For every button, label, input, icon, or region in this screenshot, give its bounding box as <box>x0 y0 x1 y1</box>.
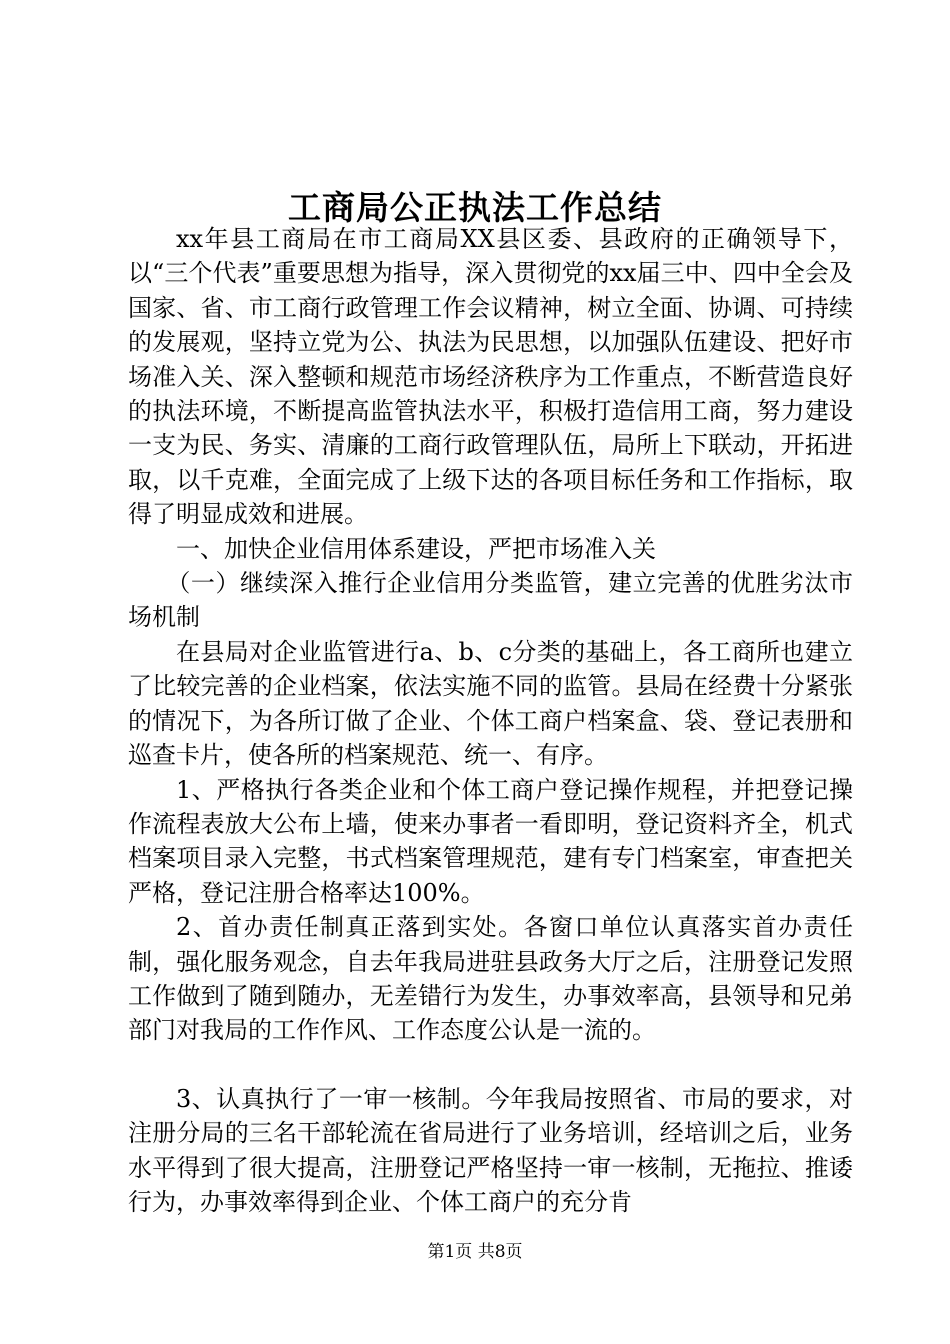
section-heading-1: 一、加快企业信用体系建设，严把市场准入关 <box>176 534 656 563</box>
paragraph-intro: xx年县工商局在市工商局XX县区委、县政府的正确领导下，以“三个代表”重要思想为指导，深入贯彻党的xx届三中、四中全会及国家、省、市工商行政管理工作会议精神，树立全面、协调、可持续的发展观，坚持立党为公、执法为民思想，以加强队伍建设、把好市场准入关、深入整顿和规范市场经济秩序为工作重点，不断营造良好的执法环境，不断提高监管执法水平，积极打造信用工商，努力建设一支为民、务实、清廉的工商行政管理队伍，局所上下联动，开拓进取，以千克难，全面完成了上级下达的各项目标任务和工作指标，取得了明显成效和进展。 <box>128 225 853 529</box>
page-footer: 第1页 共8页 <box>427 1242 523 1262</box>
document-body <box>128 222 853 1219</box>
document-title: 工商局公正执法工作总结 <box>288 188 662 227</box>
subsection-heading-1: （一）继续深入推行企业信用分类监管，建立完善的优胜劣汰市场机制 <box>128 569 853 632</box>
paragraph-item-3: 3、认真执行了一审一核制。今年我局按照省、市局的要求，对注册分局的三名干部轮流在省局进行了业务培训，经培训之后，业务水平得到了很大提高，注册登记严格坚持一审一核制，无拖拉、推诿行为，办事效率得到企业、个体工商户的充分肯 <box>128 1084 853 1216</box>
paragraph-item-2: 2、首办责任制真正落到实处。各窗口单位认真落实首办责任制，强化服务观念，自去年我局进驻县政务大厅之后，注册登记发照工作做到了随到随办，无差错行为发生，办事效率高，县领导和兄弟部门对我局的工作作风、工作态度公认是一流的。 <box>128 913 853 1045</box>
paragraph-item-1: 1、严格执行各类企业和个体工商户登记操作规程，并把登记操作流程表放大公布上墙，使来办事者一看即明，登记资料齐全，机式档案项目录入完整，书式档案管理规范，建有专门档案室，审查把关严格，登记注册合格率达100%。 <box>128 775 853 907</box>
paragraph-credit-supervision: 在县局对企业监管进行a、b、c分类的基础上，各工商所也建立了比较完善的企业档案，依法实施不同的监管。县局在经费十分紧张的情况下，为各所订做了企业、个体工商户档案盒、袋、登记表册和巡查卡片，使各所的档案规范、统一、有序。 <box>128 637 853 770</box>
